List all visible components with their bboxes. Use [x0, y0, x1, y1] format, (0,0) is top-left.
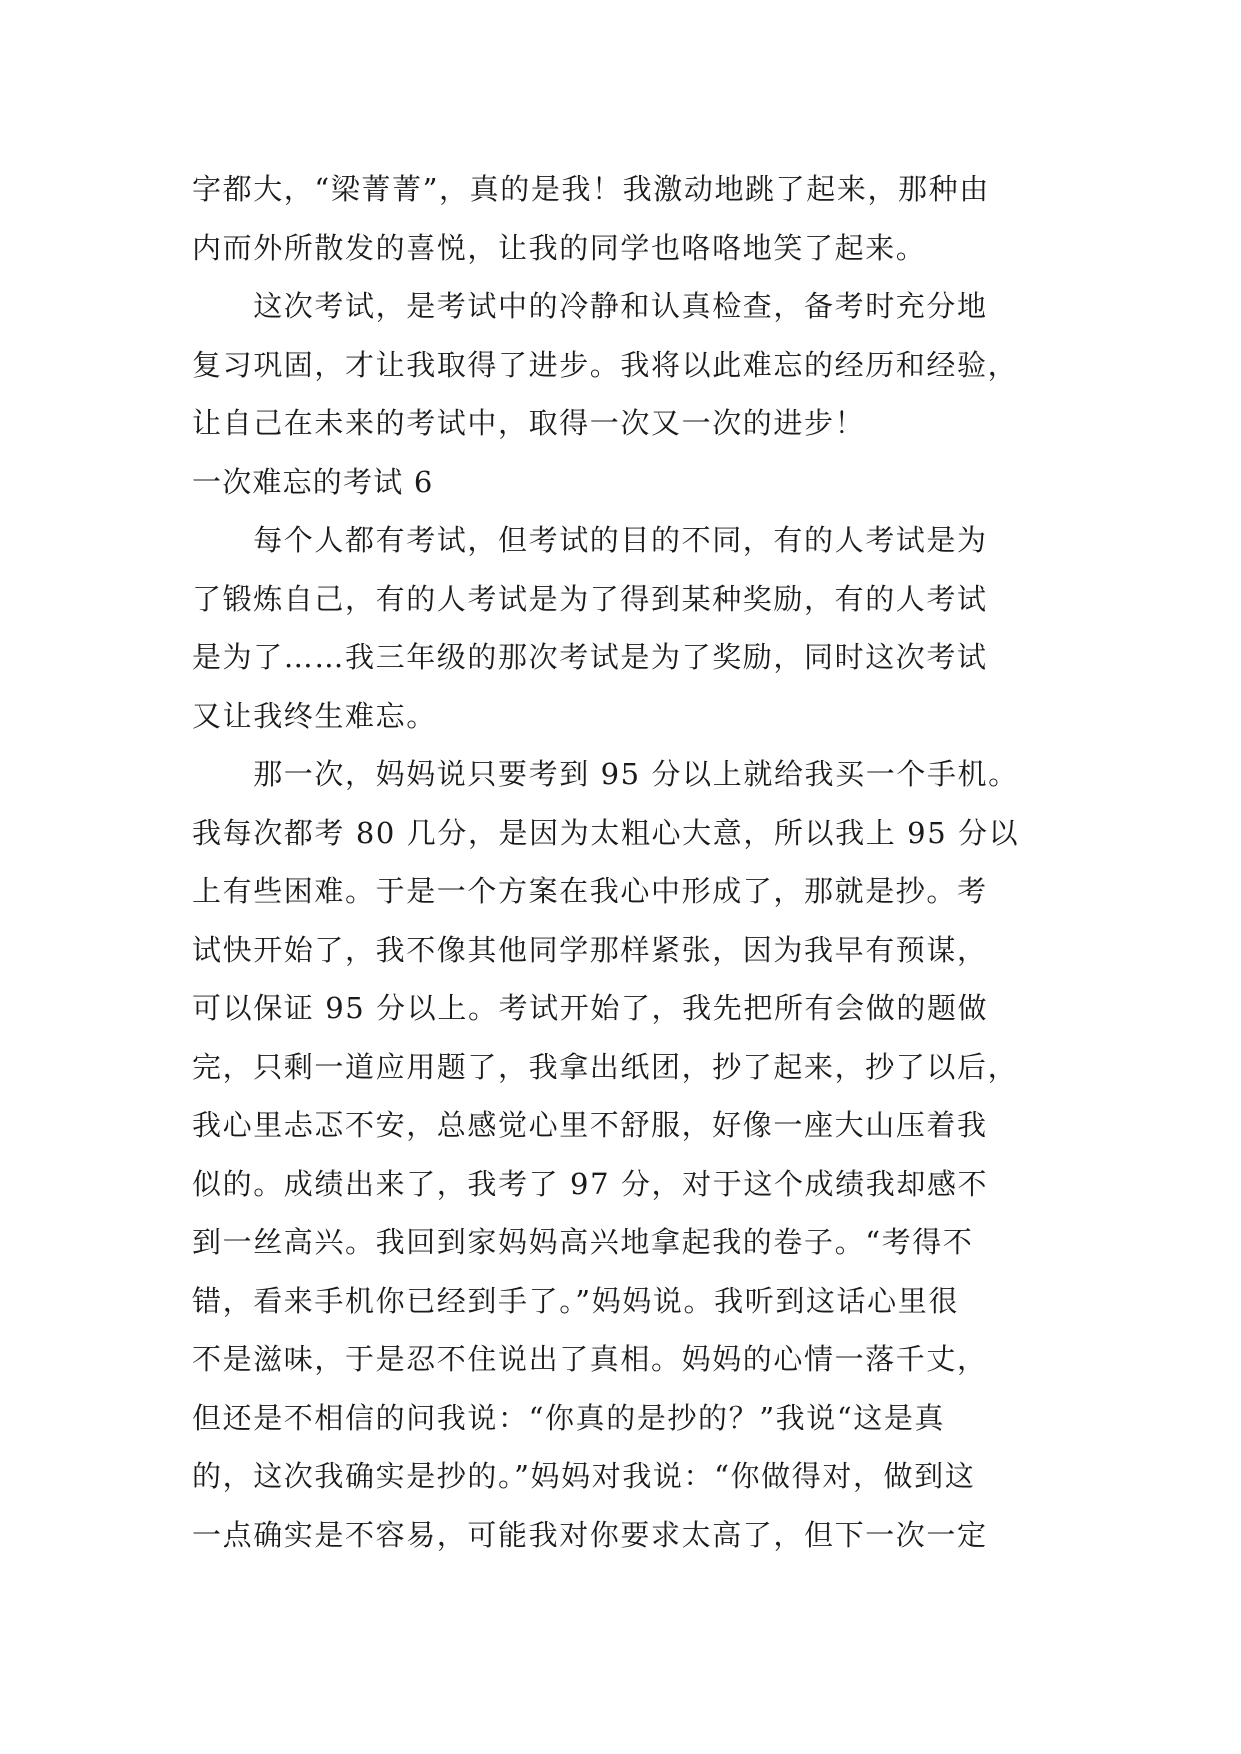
- text-line: 字都大，“梁菁菁”，真的是我！我激动地跳了起来，那种由: [192, 172, 990, 206]
- text-line: 又让我终生难忘。: [192, 698, 437, 733]
- text-line: 内而外所散发的喜悦，让我的同学也咯咯地笑了起来。: [192, 230, 927, 265]
- text-line: 这次考试，是考试中的冷静和认真检查，备考时充分地: [192, 289, 988, 323]
- text-line: 了锻炼自己，有的人考试是为了得到某种奖励，有的人考试: [192, 581, 988, 616]
- text-line: 的，这次我确实是抄的。”妈妈对我说：“你做得对，做到这: [192, 1459, 976, 1493]
- section-heading: 一次难忘的考试 6: [192, 464, 434, 499]
- text-line: 我心里忐忑不安，总感觉心里不舒服，好像一座大山压着我: [192, 1108, 988, 1142]
- text-line: 让自己在未来的考试中，取得一次又一次的进步！: [192, 406, 866, 440]
- text-line: 到一丝高兴。我回到家妈妈高兴地拿起我的卷子。“考得不: [192, 1225, 974, 1259]
- text-line: 每个人都有考试，但考试的目的不同，有的人考试是为: [192, 523, 988, 557]
- text-line: 复习巩固，才让我取得了进步。我将以此难忘的经历和经验，: [192, 347, 1019, 382]
- essay-text: [192, 160, 1062, 1564]
- text-line: 上有些困难。于是一个方案在我心中形成了，那就是抄。考: [192, 874, 988, 908]
- text-line: 不是滋味，于是忍不住说出了真相。妈妈的心情一落千丈，: [192, 1342, 988, 1376]
- text-line: 是为了……我三年级的那次考试是为了奖励，同时这次考试: [192, 640, 988, 674]
- text-line: 可以保证 95 分以上。考试开始了，我先把所有会做的题做: [192, 991, 989, 1025]
- text-line: 似的。成绩出来了，我考了 97 分，对于这个成绩我却感不: [192, 1166, 989, 1201]
- text-line: 那一次，妈妈说只要考到 95 分以上就给我买一个手机。: [192, 757, 1019, 791]
- text-line: 错，看来手机你已经到手了。”妈妈说。我听到这话心里很: [192, 1283, 959, 1318]
- text-line: 试快开始了，我不像其他同学那样紧张，因为我早有预谋，: [192, 932, 988, 967]
- text-line: 但还是不相信的问我说：“你真的是抄的？”我说“这是真: [192, 1400, 946, 1435]
- text-line: 我每次都考 80 几分，是因为太粗心大意，所以我上 95 分以: [192, 815, 1020, 850]
- text-line: 一点确实是不容易，可能我对你要求太高了，但下一次一定: [192, 1517, 988, 1552]
- text-line: 完，只剩一道应用题了，我拿出纸团，抄了起来，抄了以后，: [192, 1049, 1019, 1084]
